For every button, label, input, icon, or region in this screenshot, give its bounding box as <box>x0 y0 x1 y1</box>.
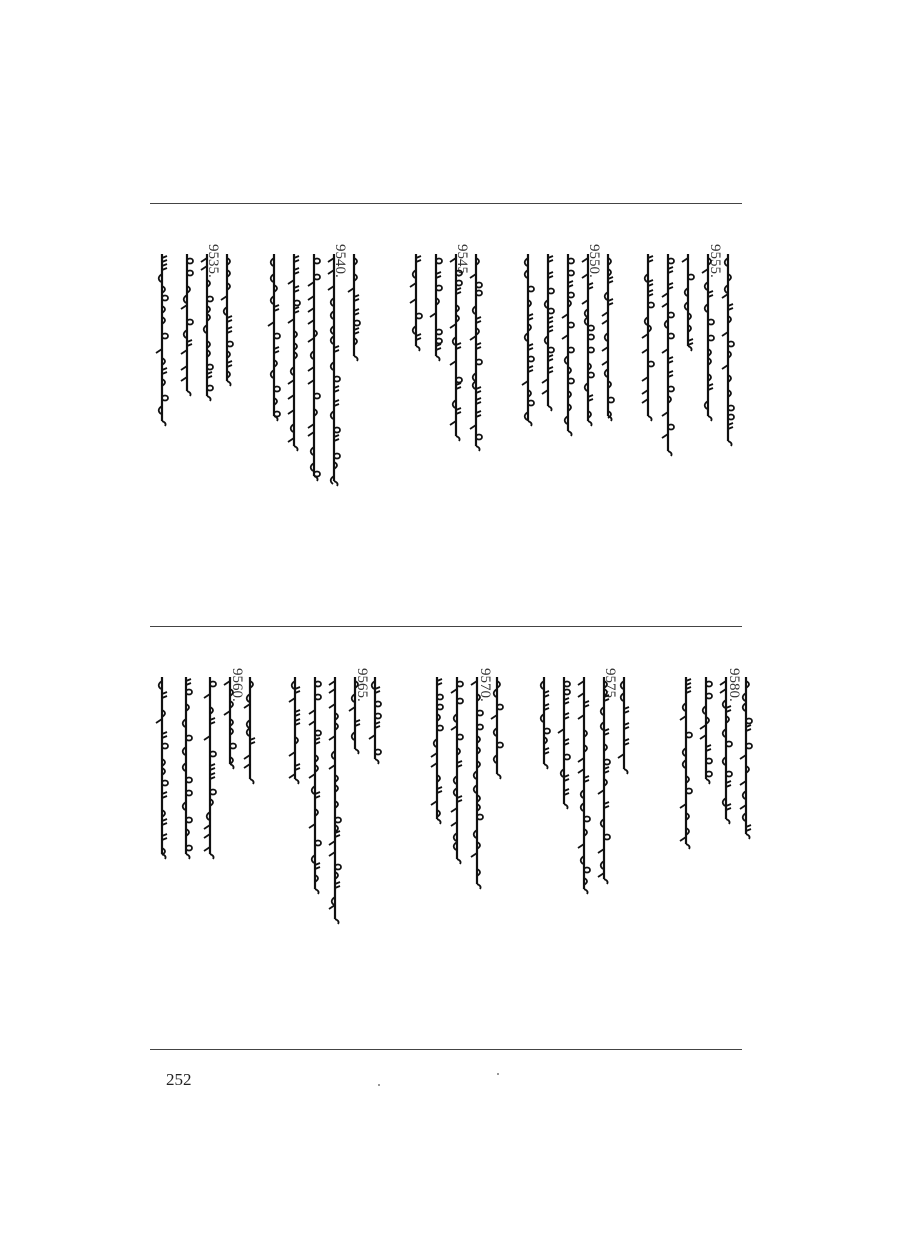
verse-column <box>287 675 304 785</box>
verse-column <box>640 252 657 422</box>
verse-column <box>738 675 755 840</box>
line-number: 9575. <box>602 668 618 702</box>
line-number: 9565. <box>354 668 370 702</box>
verse-column <box>468 252 485 452</box>
verse-column <box>154 252 171 427</box>
verse-column <box>520 252 537 427</box>
verse-column <box>346 252 363 362</box>
verse-column <box>540 252 557 412</box>
bottom-rule <box>150 1049 742 1050</box>
verse-column <box>242 675 259 785</box>
verse-column <box>199 252 216 402</box>
paper-speck <box>497 1073 499 1075</box>
verse-column <box>700 252 717 422</box>
line-number: 9570. <box>477 668 493 702</box>
verse-column <box>720 252 737 447</box>
verse-column <box>306 252 323 482</box>
verse-column <box>596 675 613 885</box>
verse-column <box>680 252 697 352</box>
verse-column <box>536 675 553 770</box>
line-number: 9550. <box>586 244 602 278</box>
verse-column <box>600 252 617 422</box>
verse-column <box>560 252 577 437</box>
verse-column <box>428 252 445 362</box>
verse-column <box>179 252 196 397</box>
verse-column <box>576 675 593 895</box>
line-number: 9580. <box>726 668 742 702</box>
verse-column <box>718 675 735 825</box>
verse-column <box>580 252 597 427</box>
verse-column <box>286 252 303 452</box>
line-number: 9540. <box>332 244 348 278</box>
verse-column <box>202 675 219 860</box>
verse-column <box>429 675 446 825</box>
verse-column <box>449 675 466 865</box>
line-number: 9545. <box>454 244 470 278</box>
verse-column <box>266 252 283 422</box>
line-number: 9560. <box>229 668 245 702</box>
line-number: 9535. <box>205 244 221 278</box>
verse-column <box>327 675 344 925</box>
verse-column <box>408 252 425 352</box>
verse-column <box>469 675 486 890</box>
verse-column <box>307 675 324 895</box>
verse-column <box>178 675 195 860</box>
verse-column <box>698 675 715 785</box>
verse-column <box>326 252 343 487</box>
verse-column <box>489 675 506 780</box>
verse-column <box>556 675 573 810</box>
top-rule <box>150 203 742 204</box>
verse-column <box>616 675 633 775</box>
verse-column <box>347 675 364 755</box>
paper-speck <box>378 1084 380 1086</box>
verse-column <box>660 252 677 457</box>
verse-column <box>219 252 236 387</box>
verse-column <box>367 675 384 765</box>
verse-column <box>448 252 465 442</box>
verse-column <box>222 675 239 770</box>
verse-column <box>154 675 171 860</box>
middle-rule <box>150 626 742 627</box>
verse-column <box>678 675 695 850</box>
line-number: 9555. <box>707 244 723 278</box>
page-number: 252 <box>166 1070 192 1089</box>
